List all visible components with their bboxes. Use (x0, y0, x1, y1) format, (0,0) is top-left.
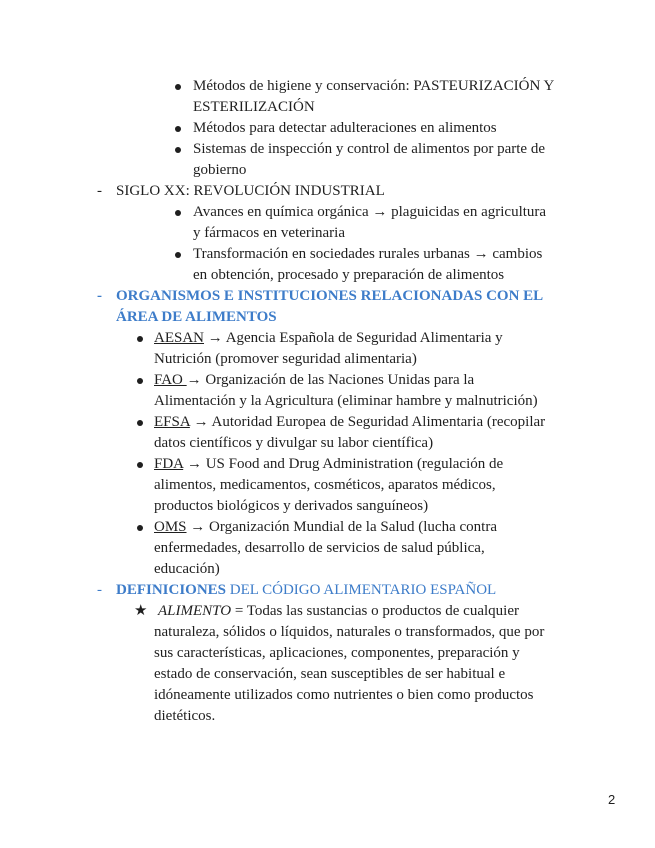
bullet-icon (137, 420, 143, 426)
item-text: → Agencia Española de Seguridad Alimentaria y (204, 330, 503, 346)
bullet-icon (137, 462, 143, 468)
item-text: → Organización de las Naciones Unidas para la (186, 372, 475, 388)
bullet-icon (175, 126, 181, 132)
dash-marker: - (97, 288, 102, 304)
acronym: FAO (154, 372, 187, 388)
acronym: FDA (154, 456, 184, 472)
list-item-fda (154, 454, 503, 475)
section-heading: SIGLO XX: REVOLUCIÓN INDUSTRIAL (116, 183, 385, 199)
text-line: Alimentación y la Agricultura (eliminar hambre y malnutrición) (154, 393, 538, 409)
star-icon: ★ (134, 603, 148, 619)
list-item-fao (154, 370, 474, 391)
bullet-icon (137, 525, 143, 531)
bullet-icon (175, 210, 181, 216)
text-line: ESTERILIZACIÓN (193, 99, 315, 115)
section-heading: ÁREA DE ALIMENTOS (116, 309, 277, 325)
item-text: → Autoridad Europea de Seguridad Alimentaria (recopilar (189, 414, 546, 430)
text-line: Sistemas de inspección y control de alimentos por parte de (193, 141, 545, 157)
text-line: Métodos de higiene y conservación: PASTEURIZACIÓN Y (193, 78, 555, 94)
bullet-icon (175, 252, 181, 258)
text-line: enfermedades, desarrollo de servicios de salud pública, (154, 540, 485, 556)
heading-bold-part: DEFINICIONES (116, 582, 227, 598)
bullet-icon (175, 84, 181, 90)
dash-marker: - (97, 183, 102, 199)
acronym: AESAN (154, 330, 205, 346)
text-line: Nutrición (promover seguridad alimentaria) (154, 351, 417, 367)
acronym: OMS (154, 519, 187, 535)
text-line: productos biológicos y derivados sanguíneos) (154, 498, 429, 514)
heading-rest: DEL CÓDIGO ALIMENTARIO ESPAÑOL (226, 582, 497, 598)
text-line: alimentos, medicamentos, cosméticos, aparatos médicos, (154, 477, 496, 493)
item-text: → US Food and Drug Administration (regulación de (183, 456, 504, 472)
text-line: educación) (154, 561, 220, 577)
text-line: en obtención, procesado y preparación de alimentos (193, 267, 505, 283)
section-heading: ORGANISMOS E INSTITUCIONES RELACIONADAS CON EL (116, 288, 544, 304)
page-number: 2 (608, 792, 616, 807)
acronym: EFSA (154, 414, 190, 430)
definition-text: = Todas las sustancias o productos de cualquier (231, 603, 519, 619)
text-line: naturaleza, sólidos o líquidos, naturales o transformados, que por (154, 624, 545, 640)
section-heading (116, 580, 496, 601)
text-line: y fármacos en veterinaria (193, 225, 345, 241)
bullet-icon (175, 147, 181, 153)
text-line: idóneamente utilizados como nutrientes o bien como productos (154, 687, 534, 703)
text-line: dietéticos. (154, 708, 216, 724)
definition-term: ALIMENTO (158, 603, 232, 619)
list-item-oms (154, 517, 497, 538)
text-line: gobierno (193, 162, 247, 178)
text-line: datos científicos y divulgar su labor científica) (154, 435, 434, 451)
bullet-icon (137, 378, 143, 384)
list-item-efsa (154, 412, 545, 433)
list-item-aesan (154, 328, 503, 349)
text-line: Transformación en sociedades rurales urbanas → cambios (193, 246, 543, 262)
text-line: sus características, aplicaciones, componentes, preparación y (154, 645, 520, 661)
item-text: → Organización Mundial de la Salud (lucha contra (186, 519, 497, 535)
dash-marker: - (97, 582, 102, 598)
definition-alimento (158, 601, 519, 622)
text-line: estado de conservación, sean susceptibles de ser habitual e (154, 666, 506, 682)
text-line: Métodos para detectar adulteraciones en alimentos (193, 120, 497, 136)
text-line: Avances en química orgánica → plaguicidas en agricultura (193, 204, 547, 220)
bullet-icon (137, 336, 143, 342)
